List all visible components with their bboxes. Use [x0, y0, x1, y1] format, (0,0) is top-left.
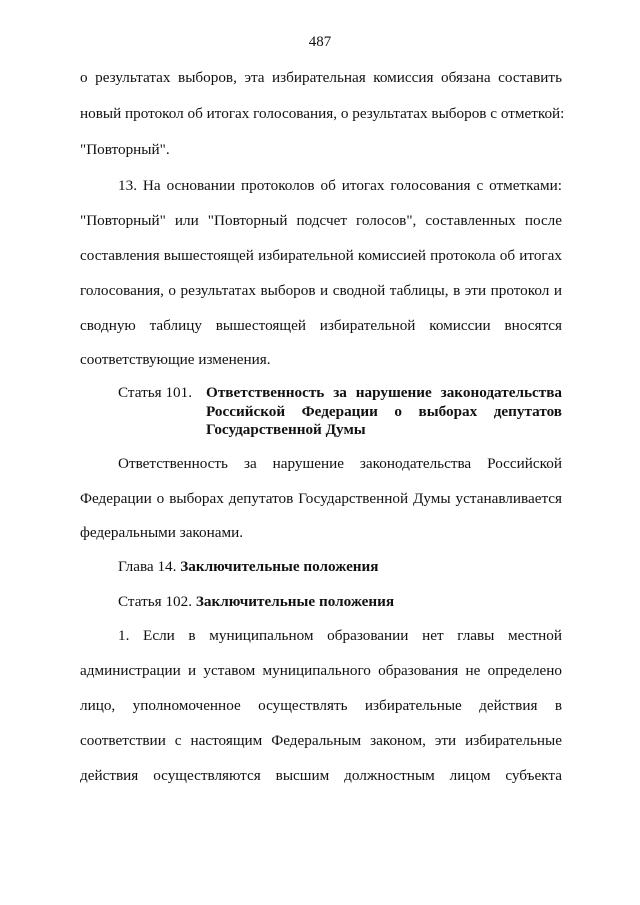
paragraph-line: 1. Если в муниципальном образовании нет главы местной [118, 627, 562, 644]
paragraph-line: соответствии с настоящим Федеральным законом, эти избирательные [80, 732, 562, 749]
paragraph-line: федеральными законами. [80, 524, 244, 541]
article-102-label: Статья 102. [118, 593, 193, 610]
paragraph-line: Ответственность за нарушение законодательства Российской [118, 455, 562, 472]
paragraph-line: "Повторный". [80, 141, 170, 158]
article-101-label: Статья 101. [118, 384, 193, 401]
article-102-heading [118, 593, 562, 611]
paragraph-line: сводную таблицу вышестоящей избирательной комиссии вносятся [80, 317, 562, 334]
chapter-14-title: Заключительные положения [180, 558, 379, 575]
paragraph-line: соответствующие изменения. [80, 351, 271, 368]
paragraph-line: лицо, уполномоченное осуществлять избирательные действия в [80, 697, 562, 714]
article-101-title-line: Российской Федерации о выборах депутатов [206, 403, 562, 420]
article-101-title-line: Ответственность за нарушение законодательства [206, 384, 562, 401]
page-number: 487 [308, 34, 332, 50]
paragraph-line: "Повторный" или "Повторный подсчет голосов", составленных после [80, 212, 562, 229]
chapter-14-label: Глава 14. [118, 558, 177, 575]
article-101-title-line: Государственной Думы [206, 421, 366, 438]
paragraph-line: действия осуществляются высшим должностным лицом субъекта [80, 767, 562, 784]
paragraph-line: 13. На основании протоколов об итогах голосования с отметками: [118, 177, 562, 194]
paragraph-line: голосования, о результатах выборов и сводной таблицы, в эти протокол и [80, 282, 562, 299]
paragraph-line: новый протокол об итогах голосования, о результатах выборов с отметкой: [80, 105, 565, 122]
chapter-14-heading [118, 558, 562, 576]
article-102-title: Заключительные положения [195, 593, 395, 610]
paragraph-line: администрации и уставом муниципального образования не определено [80, 662, 562, 679]
paragraph-line: составления вышестоящей избирательной комиссией протокола об итогах [80, 247, 562, 264]
paragraph-line: Федерации о выборах депутатов Государственной Думы устанавливается [80, 490, 562, 507]
paragraph-line: о результатах выборов, эта избирательная комиссия обязана составить [80, 69, 562, 86]
